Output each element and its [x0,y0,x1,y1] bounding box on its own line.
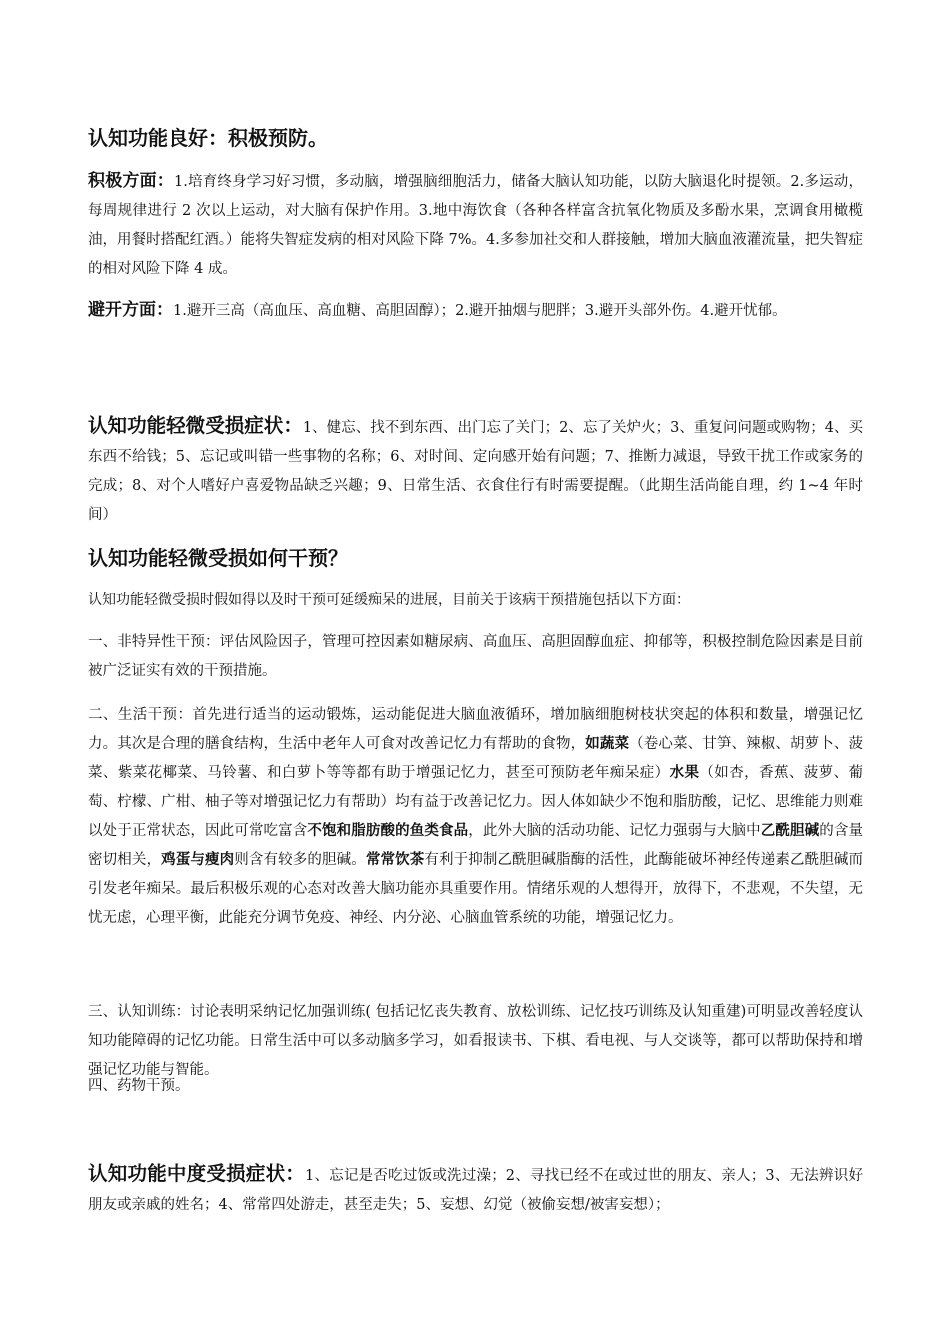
positive-text: 1.培育终身学习好习惯，多动脑，增强脑细胞活力，储备大脑认知功能，以防大脑退化时提领。2.多运动，每周规律进行 2 次以上运动，对大脑有保护作用。3.地中海饮食（各种各样富含抗氧化物质及多酚水果，烹调食用橄榄油，用餐时搭配红酒。）能将失智症发病的相对风险下降 7%。4.多参加社交和人群接触，增加大脑血液灌流量，把失智症的相对风险下降 4 成。 [88,174,863,277]
mild-symptoms-paragraph [88,411,863,530]
heading-good-cognition: 认知功能良好：积极预防。 [88,126,328,150]
moderate-symptoms-paragraph [88,1159,863,1220]
lifestyle-text-7: 有利于抑制乙酰胆碱脂酶的活性，此酶能破坏神经传递素乙酰胆碱而引发老年痴呆。最后积极乐观的心态对改善大脑功能亦具重要作用。情绪乐观的人想得开，放得下，不悲观，不失望，无忧无虑，心理平衡，此能充分调节免疫、神经、内分泌、心脑血管系统的功能，增强记忆力。 [88,852,863,926]
item-nonspecific: 一、非特异性干预：评估风险因子，管理可控因素如糖尿病、高血压、高胆固醇血症、抑郁等，积极控制危险因素是目前被广泛证实有效的干预措施。 [88,634,863,679]
lifestyle-bold-fish: 不饱和脂肪酸的鱼类食品 [307,823,469,839]
lifestyle-text-5: 的含量密切相关， [88,823,863,868]
lifestyle-text-1: 二、生活干预：首先进行适当的运动锻炼，运动能促进大脑血液循环，增加脑细胞树枝状突起的体积和数量，增强记忆力。其次是合理的膳食结构，生活中老年人可食对改善记忆力有帮助的食物， [88,707,863,752]
lifestyle-bold-eggs-meat: 鸡蛋与瘦肉 [161,852,235,868]
lifestyle-bold-tea: 常常饮茶 [365,852,425,868]
lifestyle-bold-acetylcholine: 乙酰胆碱 [760,823,820,839]
mild-symptoms-label: 认知功能轻微受损症状： [88,414,303,437]
avoid-text: 1.避开三高（高血压、高血糖、高胆固醇）；2.避开抽烟与肥胖；3.避开头部外伤。4.避开忧郁。 [173,303,787,319]
lifestyle-text-3: （如杏，香蕉、菠萝、葡萄、柠檬、广柑、柚子等对增强记忆力有帮助）均有益于改善记忆力。因人体如缺少不饱和脂肪酸，记忆、思维能力则难以处于正常状态，因此可常吃富含 [88,765,864,839]
mild-symptoms-text: 1、健忘、找不到东西、出门忘了关门；2、忘了关炉火；3、重复问问题或购物；4、买东西不给钱；5、忘记或叫错一些事物的名称；6、对时间、定向感开始有问题；7、推断力减退，导致干扰工作或家务的完成；8、对个人嗜好户喜爱物品缺乏兴趣；9、日常生活、衣食住行有时需要提醒。（此期生活尚能自理，约 1~4 年时间） [88,420,863,523]
positive-label: 积极方面： [88,171,174,191]
lifestyle-bold-vegetables: 如蔬菜 [585,736,630,752]
item-medication: 四、药物干预。 [88,1078,190,1094]
avoid-paragraph [88,296,863,326]
item-cognitive-training: 三、认知训练：讨论表明采纳记忆加强训练( 包括记忆丧失教育、放松训练、记忆技巧训练及认知重建)可明显改善轻度认知功能障碍的记忆功能。日常生活中可以多动脑多学习，如看报读书、下棋、看电视、与人交谈等，都可以帮助保持和增强记忆功能与智能。 [88,1004,863,1078]
lifestyle-text-6: 则含有较多的胆碱。 [234,852,366,868]
heading-mild-intervention: 认知功能轻微受损如何干预？ [88,546,348,570]
moderate-symptoms-text: 1、忘记是否吃过饭或洗过澡；2、寻找已经不在或过世的朋友、亲人；3、无法辨识好朋友或亲戚的姓名；4、常常四处游走，甚至走失；5、妄想、幻觉（被偷妄想/被害妄想）； [88,1168,863,1213]
intro-paragraph: 认知功能轻微受损时假如得以及时干预可延缓痴呆的进展，目前关于该病干预措施包括以下方面： [88,592,690,608]
lifestyle-text-2: （卷心菜、甘笋、辣椒、胡萝卜、菠菜、紫菜花椰菜、马铃薯、和白萝卜等等都有助于增强记忆力，甚至可预防老年痴呆症） [88,736,863,781]
item-lifestyle [88,701,863,933]
moderate-symptoms-label: 认知功能中度受损症状： [88,1162,306,1185]
positive-paragraph [88,167,863,284]
lifestyle-bold-fruit: 水果 [669,765,700,781]
lifestyle-text-4: ，此外大脑的活动功能、记忆力强弱与大脑中 [468,823,761,839]
avoid-label: 避开方面： [88,300,173,320]
